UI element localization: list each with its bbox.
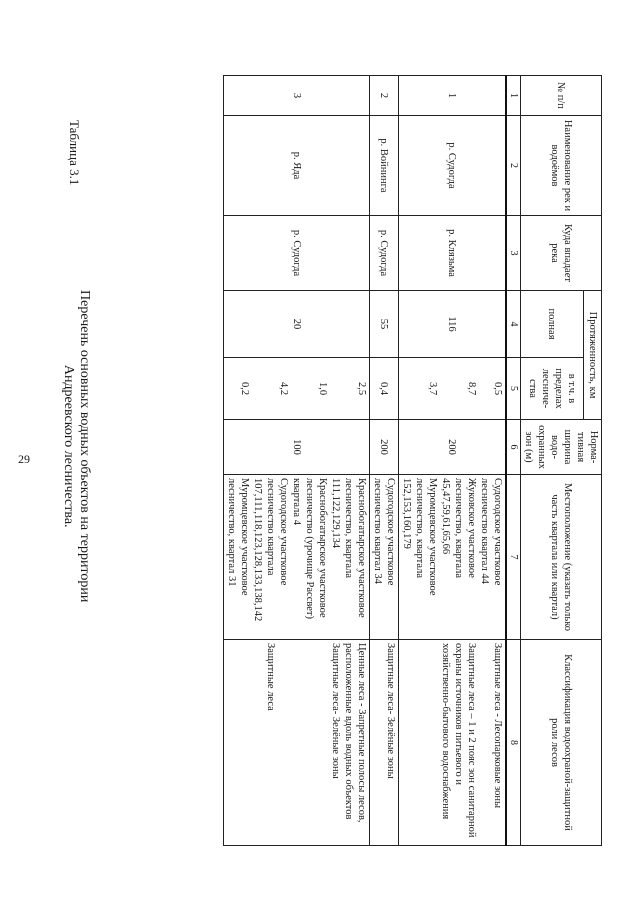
row-number: 1 [399, 76, 507, 116]
length-total: 55 [370, 291, 399, 358]
length-within-value: 0,4 [370, 358, 399, 420]
river-name: р. Яда [224, 116, 370, 216]
heading-line-2: Андреевского лесничества. [61, 364, 76, 528]
page-number: 29 [18, 452, 30, 466]
table-label: Таблица 3.1 [67, 120, 82, 186]
water-objects-table-container [223, 75, 602, 845]
location-entry: Краснобогатырское участковое лесничество (урочище Рассвет) квартала 4 [291, 478, 328, 619]
river-name: р. Войнинга [370, 116, 399, 216]
location-entry: Муромцевское участковое лесничество, квартала 152,153,160,179 [401, 478, 438, 596]
length-within-value: 0,2 [239, 381, 250, 396]
column-number: 6 [506, 420, 521, 475]
length-within-list [399, 358, 507, 420]
col-header-classification: Классификация водоохраной-защитной роли лесов [521, 640, 602, 846]
river-name: р. Судогда [399, 116, 507, 216]
col-header-num: № п/п [521, 76, 602, 116]
heading-line-1: Перечень основных водных объектов на территории [77, 290, 92, 603]
column-number: 3 [506, 216, 521, 291]
length-total: 20 [224, 291, 370, 358]
location-list [399, 475, 507, 640]
classification-entry: Защитные леса [265, 643, 276, 711]
location-entry: Судогодское участковое лесничество квартал 34 [372, 478, 396, 586]
header-row-1 [583, 76, 601, 846]
table-row-1 [399, 76, 507, 846]
column-number: 2 [506, 116, 521, 216]
water-objects-table [223, 75, 602, 846]
location-entry: Краснобогатырское участковое лесничество, квартала 111,122,129,134 [330, 478, 367, 618]
length-within-value: 4,2 [278, 381, 289, 396]
row-number: 3 [224, 76, 370, 116]
zone-width: 200 [370, 420, 399, 475]
location-entry: Жуковское участковое лесничество, квартала 45,47,59,61,65,66 [440, 478, 477, 578]
col-header-length-total: полная [521, 291, 584, 358]
col-header-length-within: в т.ч. в пределах лесниче-ства [521, 358, 584, 420]
location-entry: Судогодское участковое лесничество квартал 44 [479, 478, 503, 586]
length-within-value: 0,5 [492, 381, 503, 396]
col-header-location: Местоположение (указать только часть квартала или квартал) [521, 475, 602, 640]
flows-into: р. Судогда [370, 216, 399, 291]
length-within-value: 2,5 [356, 381, 367, 396]
classification-entry: Защитные леса - Лесопарковые зоны [492, 643, 503, 809]
table-row-2 [370, 76, 399, 846]
zone-width: 100 [224, 420, 370, 475]
classification-entry: Защитные леса- Зелёные зоны [385, 643, 396, 779]
classification-list [224, 640, 370, 846]
table-row-3 [224, 76, 370, 846]
classification-list [399, 640, 507, 846]
column-number: 7 [506, 475, 521, 640]
col-header-zone-width: Норма-тивная ширина водо-охранных зон (м) [521, 420, 602, 475]
zone-width: 200 [399, 420, 507, 475]
location-entry: Муромцевское участковое лесничество, квартал 31 [226, 478, 250, 596]
column-number-row [506, 76, 521, 846]
location-list [224, 475, 370, 640]
length-within-value: 3,7 [427, 381, 438, 396]
column-number: 5 [506, 358, 521, 420]
column-number: 1 [506, 76, 521, 116]
location-list [370, 475, 399, 640]
flows-into: р. Клязьма [399, 216, 507, 291]
length-within-value: 1,0 [317, 381, 328, 396]
length-within-value: 8,7 [466, 381, 477, 396]
location-entry: Судогодское участковое лесничество квартала 107,111,118,123,128,133,138,142 [252, 478, 289, 622]
classification-entry: Защитные леса- Зелёные зоны [330, 643, 341, 779]
length-total: 116 [399, 291, 507, 358]
classification-entry: Защитные леса – 1 и 2 пояс зон санитарной охраны источников питьевого и хозяйственно-бытового водоснабжения [440, 643, 477, 838]
column-number: 4 [506, 291, 521, 358]
column-number: 8 [506, 640, 521, 846]
page-heading [60, 290, 92, 602]
col-header-flows-into: Куда впадает река [521, 216, 602, 291]
flows-into: р. Судогда [224, 216, 370, 291]
classification-list [370, 640, 399, 846]
row-number: 2 [370, 76, 399, 116]
col-header-name: Наименование рек и водоёмов [521, 116, 602, 216]
length-within-list [224, 358, 370, 420]
col-header-length-group: Протяженность, км [583, 291, 601, 420]
classification-entry: Ценные леса - Запретные полосы лесов, расположенные вдоль водных объектов [343, 643, 367, 823]
